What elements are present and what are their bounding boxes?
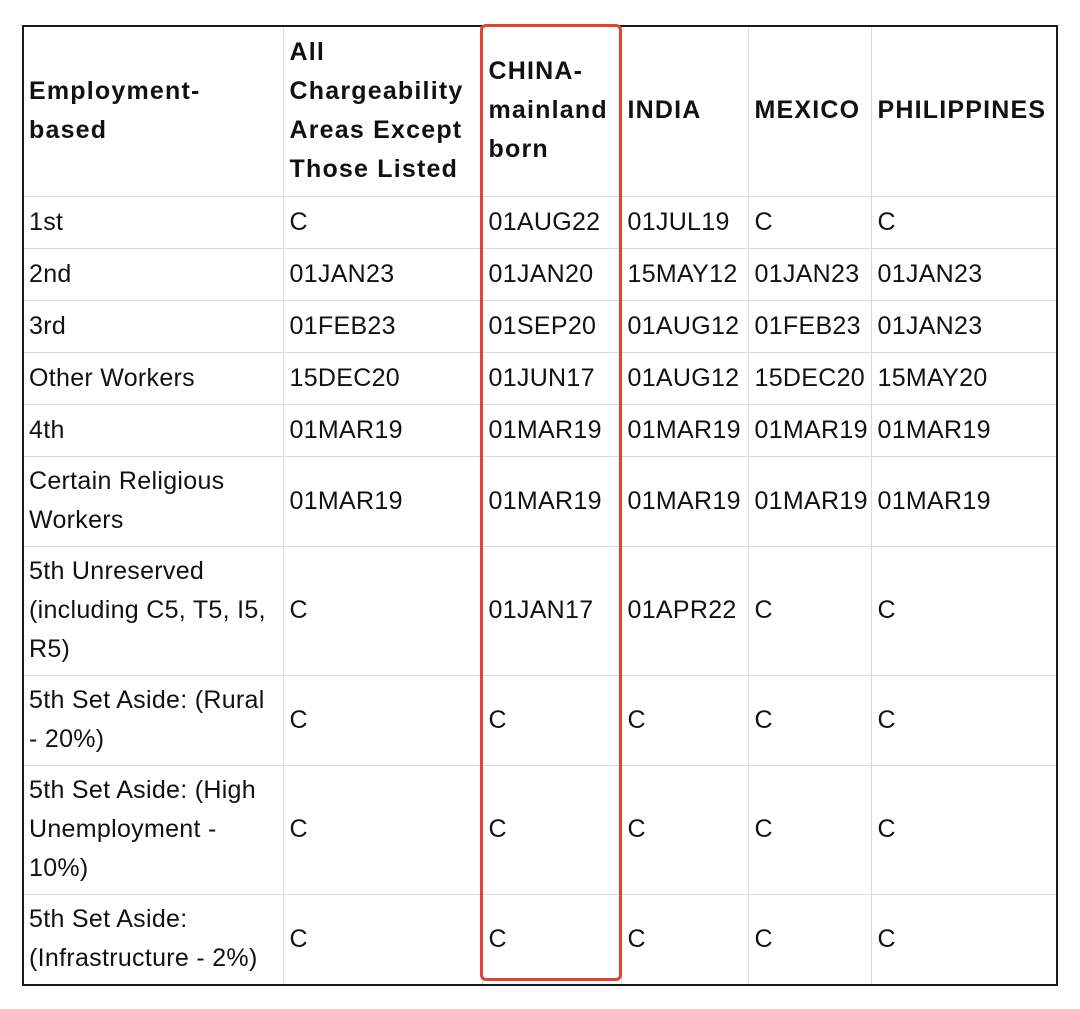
- table-cell: 01SEP20: [482, 300, 621, 352]
- table-cell: 01FEB23: [748, 300, 871, 352]
- table-cell: C: [482, 675, 621, 765]
- table-cell: 15MAY20: [871, 352, 1057, 404]
- table-cell: C: [482, 765, 621, 894]
- table-row: [23, 456, 1057, 546]
- row-category: 5th Set Aside: (High Unemployment - 10%): [23, 765, 283, 894]
- table-cell: C: [621, 675, 748, 765]
- row-category: 3rd: [23, 300, 283, 352]
- table-cell: C: [621, 765, 748, 894]
- row-category: 5th Set Aside: (Infrastructure - 2%): [23, 894, 283, 984]
- table-cell: C: [871, 894, 1057, 984]
- row-category: Other Workers: [23, 352, 283, 404]
- table-row: [23, 894, 1057, 984]
- table-row: [23, 546, 1057, 675]
- row-category: 4th: [23, 404, 283, 456]
- table-cell: 01JAN23: [283, 248, 482, 300]
- table-cell: C: [748, 196, 871, 248]
- table-cell: 01JAN23: [748, 248, 871, 300]
- table-cell: C: [871, 196, 1057, 248]
- table-cell: 15DEC20: [748, 352, 871, 404]
- table-cell: C: [748, 675, 871, 765]
- table-cell: C: [283, 196, 482, 248]
- table-cell: 01MAR19: [482, 456, 621, 546]
- table-row: [23, 352, 1057, 404]
- header-mexico: MEXICO: [748, 26, 871, 196]
- table-row: [23, 196, 1057, 248]
- table-cell: 01FEB23: [283, 300, 482, 352]
- header-all-chargeability: All Chargeability Areas Except Those Listed: [283, 26, 482, 196]
- table-cell: 01AUG12: [621, 352, 748, 404]
- table-cell: 01MAR19: [283, 456, 482, 546]
- row-category: Certain Religious Workers: [23, 456, 283, 546]
- table-cell: 01MAR19: [621, 456, 748, 546]
- table-cell: C: [871, 765, 1057, 894]
- table-cell: C: [871, 546, 1057, 675]
- row-category: 5th Unreserved (including C5, T5, I5, R5): [23, 546, 283, 675]
- table-cell: C: [283, 765, 482, 894]
- table-cell: C: [283, 546, 482, 675]
- header-employment-based: Employment-based: [23, 26, 283, 196]
- table-cell: C: [871, 675, 1057, 765]
- header-china-mainland: CHINA-mainland born: [482, 26, 621, 196]
- table-cell: C: [748, 546, 871, 675]
- table-row: [23, 248, 1057, 300]
- employment-based-visa-table: [23, 26, 1057, 985]
- table-cell: 15MAY12: [621, 248, 748, 300]
- table-cell: 01JUN17: [482, 352, 621, 404]
- table-cell: 15DEC20: [283, 352, 482, 404]
- header-row: [23, 26, 1057, 196]
- table-cell: 01JUL19: [621, 196, 748, 248]
- header-philippines: PHILIPPINES: [871, 26, 1057, 196]
- table-cell: 01MAR19: [748, 404, 871, 456]
- visa-bulletin-table-container: [23, 26, 1057, 985]
- table-cell: C: [748, 894, 871, 984]
- table-cell: C: [482, 894, 621, 984]
- table-cell: 01MAR19: [871, 456, 1057, 546]
- table-cell: C: [283, 894, 482, 984]
- table-cell: 01AUG12: [621, 300, 748, 352]
- table-cell: 01MAR19: [871, 404, 1057, 456]
- table-row: [23, 404, 1057, 456]
- table-row: [23, 675, 1057, 765]
- table-cell: 01MAR19: [748, 456, 871, 546]
- table-cell: 01APR22: [621, 546, 748, 675]
- table-cell: 01JAN20: [482, 248, 621, 300]
- table-cell: 01MAR19: [482, 404, 621, 456]
- row-category: 1st: [23, 196, 283, 248]
- table-cell: 01MAR19: [621, 404, 748, 456]
- table-cell: 01JAN23: [871, 248, 1057, 300]
- table-row: [23, 765, 1057, 894]
- table-row: [23, 300, 1057, 352]
- table-cell: C: [748, 765, 871, 894]
- table-cell: 01AUG22: [482, 196, 621, 248]
- table-cell: 01MAR19: [283, 404, 482, 456]
- header-india: INDIA: [621, 26, 748, 196]
- row-category: 5th Set Aside: (Rural - 20%): [23, 675, 283, 765]
- table-cell: C: [621, 894, 748, 984]
- row-category: 2nd: [23, 248, 283, 300]
- table-cell: 01JAN17: [482, 546, 621, 675]
- table-cell: C: [283, 675, 482, 765]
- table-cell: 01JAN23: [871, 300, 1057, 352]
